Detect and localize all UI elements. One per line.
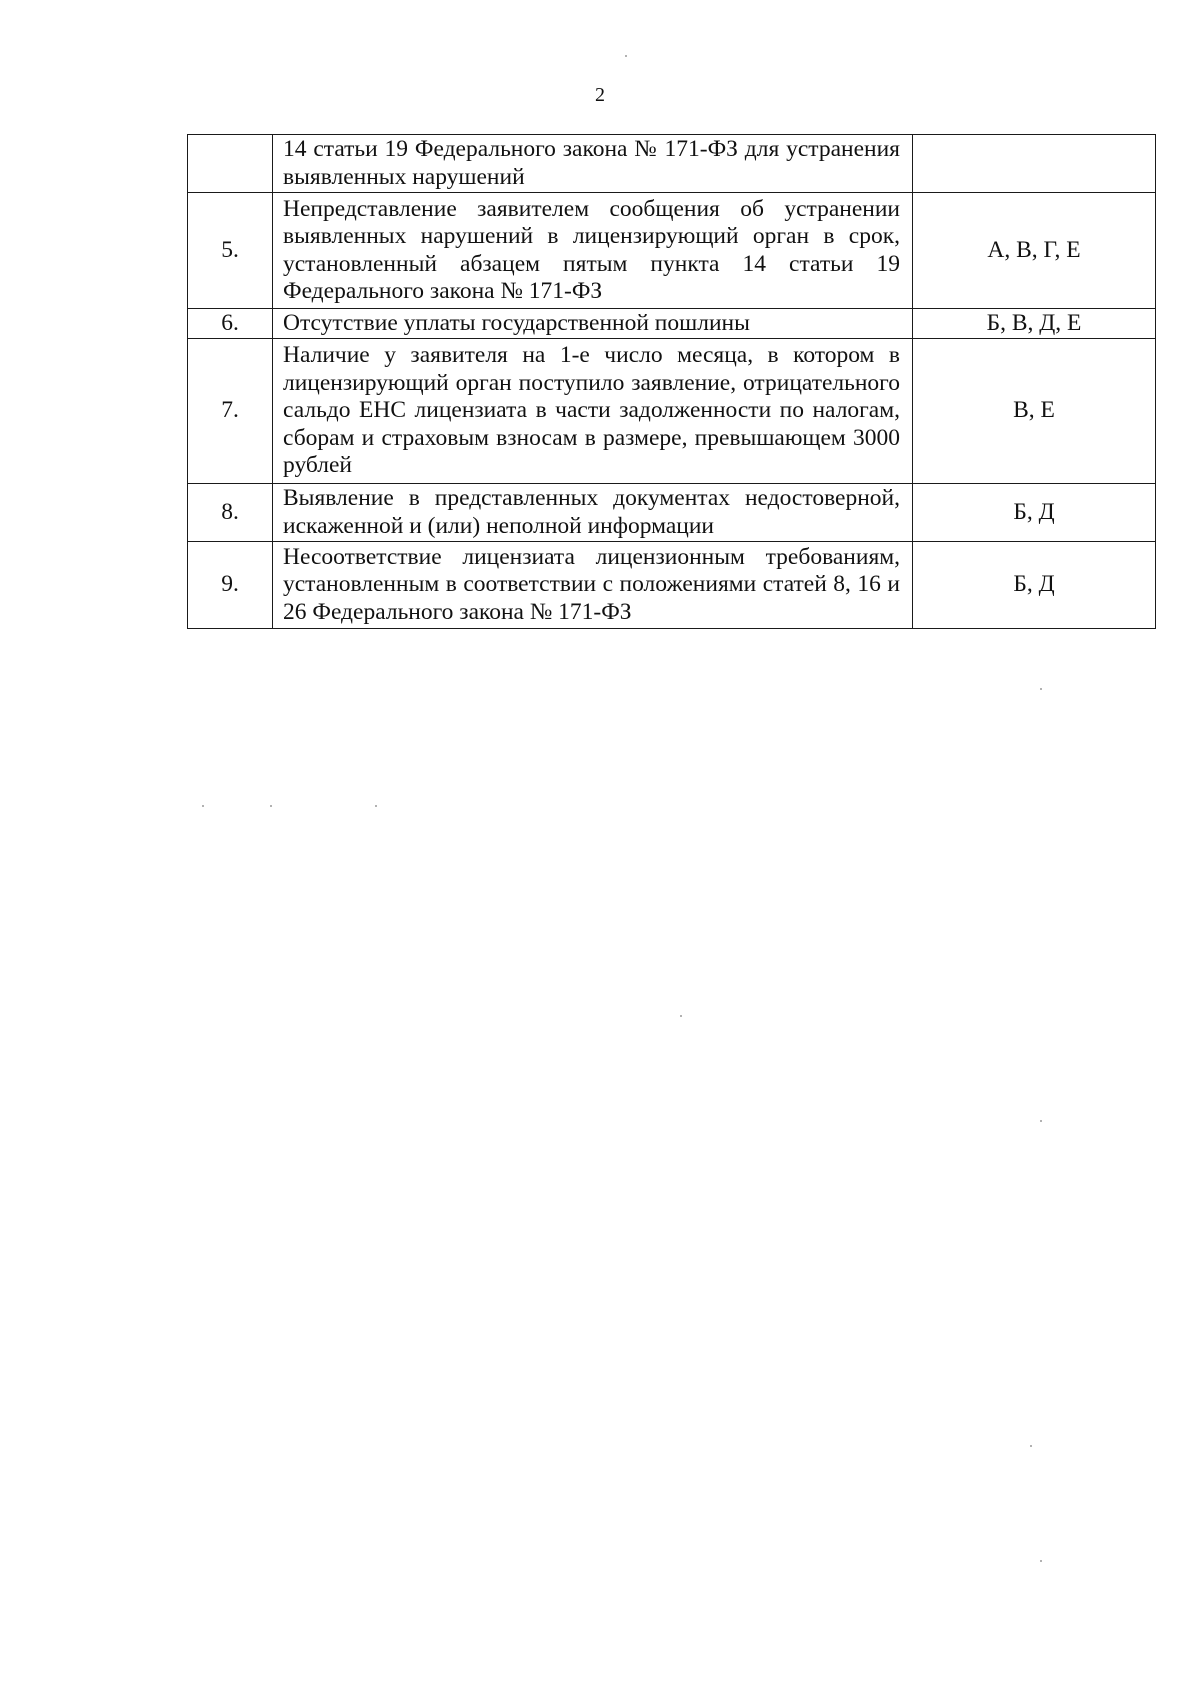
row-codes: Б, Д	[913, 542, 1156, 629]
scan-speck	[1040, 1560, 1042, 1562]
row-description: 14 статьи 19 Федерального закона № 171-ФЗ для устранения выявленных нарушений	[273, 135, 913, 193]
grounds-table	[187, 134, 1156, 629]
table-row	[188, 309, 1156, 339]
table-row	[188, 135, 1156, 193]
row-codes: Б, В, Д, Е	[913, 309, 1156, 339]
scan-speck	[1030, 1445, 1032, 1447]
scan-speck	[680, 1015, 682, 1017]
row-description: Несоответствие лицензиата лицензионным требованиям, установленным в соответствии с положениями статей 8, 16 и 26 Федерального закона № 171-ФЗ	[273, 542, 913, 629]
row-number	[188, 135, 273, 193]
scan-speck	[375, 805, 377, 807]
row-number: 5.	[188, 193, 273, 309]
row-description: Выявление в представленных документах недостоверной, искаженной и (или) неполной информации	[273, 484, 913, 542]
scan-speck	[202, 805, 204, 807]
row-number: 9.	[188, 542, 273, 629]
row-description: Наличие у заявителя на 1-е число месяца, в котором в лицензирующий орган поступило заявление, отрицательного сальдо ЕНС лицензиата в части задолженности по налогам, сборам и страховым взносам в размере, превышающем 3000 рублей	[273, 339, 913, 484]
row-number: 7.	[188, 339, 273, 484]
table-row	[188, 193, 1156, 309]
row-number: 8.	[188, 484, 273, 542]
table-row	[188, 542, 1156, 629]
row-number: 6.	[188, 309, 273, 339]
row-codes	[913, 135, 1156, 193]
row-description: Отсутствие уплаты государственной пошлины	[273, 309, 913, 339]
row-codes: Б, Д	[913, 484, 1156, 542]
table-row	[188, 484, 1156, 542]
scan-speck	[270, 805, 272, 807]
table-row	[188, 339, 1156, 484]
scan-speck	[1040, 1120, 1042, 1122]
scan-speck	[625, 55, 627, 57]
row-codes: А, В, Г, Е	[913, 193, 1156, 309]
row-codes: В, Е	[913, 339, 1156, 484]
row-description: Непредставление заявителем сообщения об устранении выявленных нарушений в лицензирующий орган в срок, установленный абзацем пятым пункта 14 статьи 19 Федерального закона № 171-ФЗ	[273, 193, 913, 309]
page-number: 2	[595, 84, 605, 106]
scan-speck	[1040, 688, 1042, 690]
